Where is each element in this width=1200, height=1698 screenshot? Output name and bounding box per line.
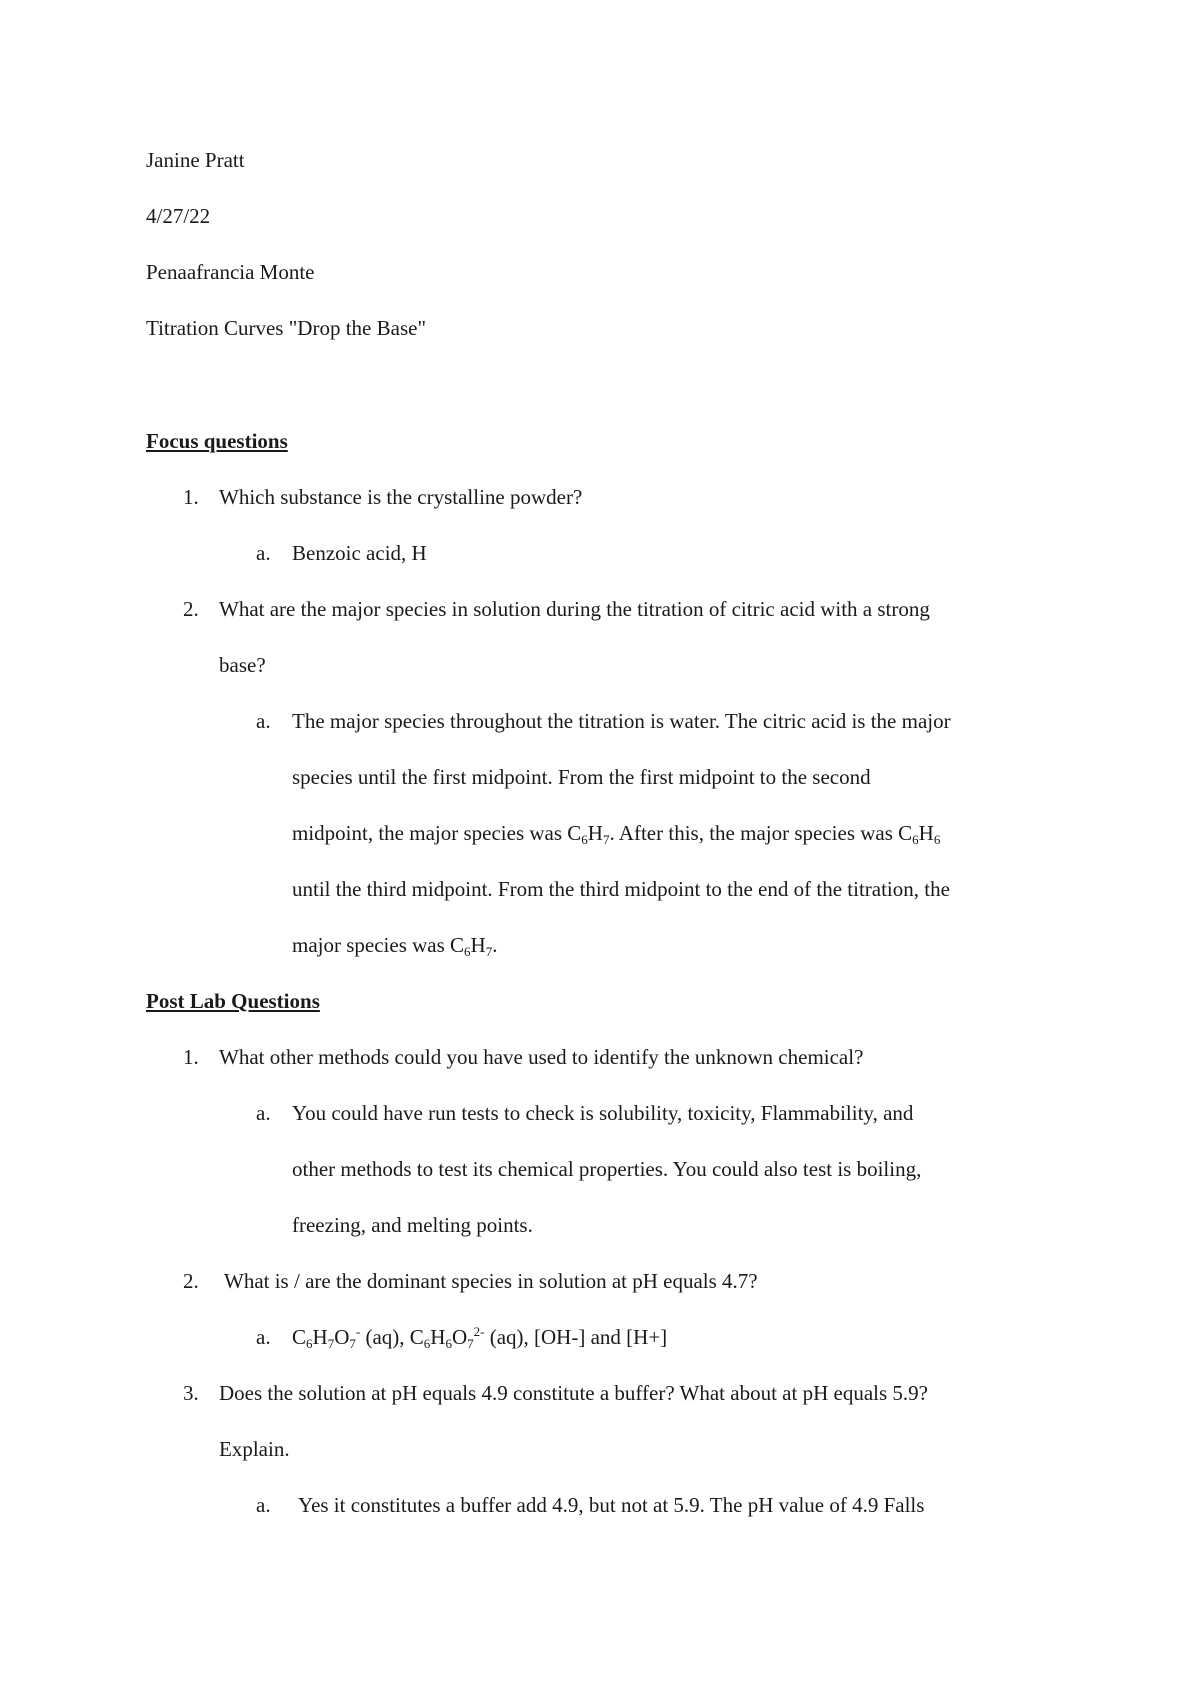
focus-q2-text-line1: What are the major species in solution during the titration of citric acid with a strong (219, 597, 930, 621)
focus-q2-number: 2. (183, 597, 199, 621)
postlab-q3-answer-label: a. (256, 1493, 271, 1517)
focus-q2-answer-line4: until the third midpoint. From the third midpoint to the end of the titration, the (292, 877, 950, 901)
focus-q2-answer-line1: The major species throughout the titration is water. The citric acid is the major (292, 709, 951, 733)
focus-q1-text: Which substance is the crystalline powder? (219, 485, 583, 509)
focus-questions-heading: Focus questions (146, 429, 288, 453)
postlab-q3-answer-line1: Yes it constitutes a buffer add 4.9, but not at 5.9. The pH value of 4.9 Falls (298, 1493, 925, 1517)
postlab-q3-text-line1: Does the solution at pH equals 4.9 constitute a buffer? What about at pH equals 5.9? (219, 1381, 928, 1405)
postlab-q2-text: What is / are the dominant species in solution at pH equals 4.7? (224, 1269, 758, 1293)
focus-q2-answer-line5: major species was $C_6H_7$. (292, 933, 498, 959)
postlab-q1-answer-line1: You could have run tests to check is solubility, toxicity, Flammability, and (292, 1101, 914, 1125)
postlab-q1-answer-line2: other methods to test its chemical properties. You could also test is boiling, (292, 1157, 922, 1181)
postlab-q3-number: 3. (183, 1381, 199, 1405)
focus-q2-answer-line2: species until the first midpoint. From the first midpoint to the second (292, 765, 871, 789)
postlab-q2-answer-label: a. (256, 1325, 271, 1349)
postlab-q1-answer-label: a. (256, 1101, 271, 1125)
postlab-q3-text-line2: Explain. (219, 1437, 290, 1461)
lab-title: Titration Curves "Drop the Base" (146, 316, 427, 340)
date: 4/27/22 (146, 204, 211, 228)
partner-name: Penaafrancia Monte (146, 260, 315, 284)
postlab-q2-number: 2. (183, 1269, 199, 1293)
author-name: Janine Pratt (146, 148, 245, 172)
focus-q2-text-line2: base? (219, 653, 266, 677)
postlab-q1-text: What other methods could you have used to identify the unknown chemical? (219, 1045, 864, 1069)
post-lab-heading: Post Lab Questions (146, 989, 320, 1013)
focus-q1-answer-label: a. (256, 541, 271, 565)
focus-q2-answer-line3: midpoint, the major species was $C_6H_7$. After this, the major species was $C_6H_6$ (292, 821, 941, 847)
focus-q2-answer-label: a. (256, 709, 271, 733)
focus-q1-number: 1. (183, 485, 199, 509)
postlab-q1-answer-line3: freezing, and melting points. (292, 1213, 533, 1237)
postlab-q1-number: 1. (183, 1045, 199, 1069)
postlab-q2-answer: $C_6H_7O_7^-$ (aq), $C_6H_6O_7^{2-}$ (aq), [OH-] and [H+] (292, 1324, 668, 1351)
focus-q1-answer: Benzoic acid, H (292, 541, 427, 565)
